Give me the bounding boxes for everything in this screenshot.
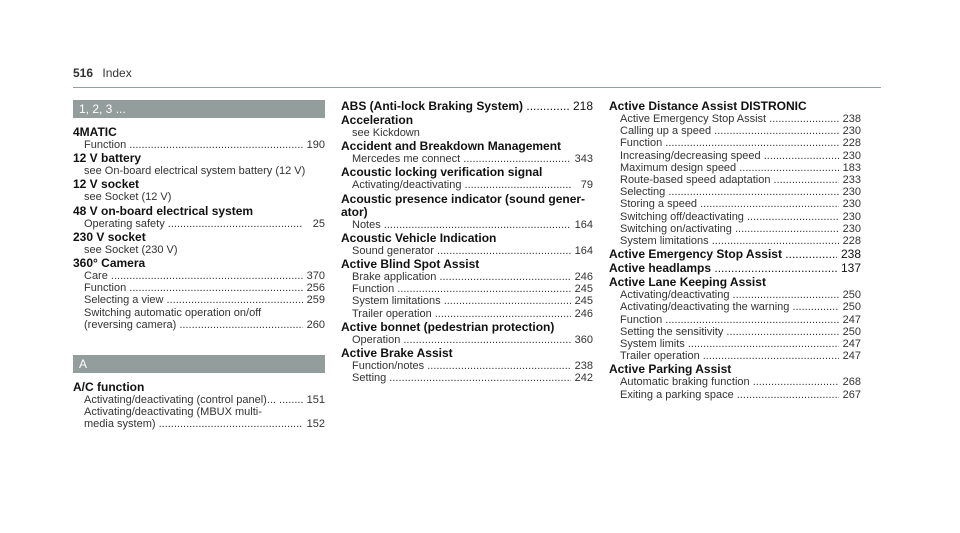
index-subentry <box>609 137 861 149</box>
index-subentry <box>609 162 861 174</box>
index-term <box>73 126 325 139</box>
index-subentry <box>609 113 861 125</box>
index-subentry-text: Route-based speed adaptation ..... <box>620 174 839 186</box>
index-subentry-text: Function ..... <box>84 139 303 151</box>
index-term <box>73 152 325 165</box>
index-subentry <box>609 223 861 235</box>
index-subentry-text: Function ..... <box>620 137 839 149</box>
index-subentry-text: media system) ..... <box>84 418 303 430</box>
index-subentry-text: Exiting a parking space ..... <box>620 389 839 401</box>
index-term <box>341 258 593 271</box>
index-term-text: Active Distance Assist DISTRONIC <box>609 100 807 113</box>
index-page-number: 152 <box>306 418 325 431</box>
index-subentry <box>73 319 325 331</box>
page-number: 516 <box>73 66 94 80</box>
index-page-number: 151 <box>306 394 325 407</box>
index-page-number: 218 <box>572 99 593 113</box>
index-subentry <box>609 350 861 362</box>
index-entry <box>609 262 861 275</box>
index-term-text: 12 V battery <box>73 152 142 166</box>
index-column-3 <box>609 100 861 402</box>
index-page-number: 268 <box>842 376 861 389</box>
index-term-text: Active Blind Spot Assist <box>341 258 480 272</box>
index-subentry-text: see On-board electrical system battery (12 V) <box>84 165 306 178</box>
index-entry <box>341 100 593 113</box>
index-subentry <box>609 314 861 326</box>
index-term-text: Active Brake Assist <box>341 347 453 361</box>
index-term-text: Acoustic presence indicator (sound gener-ator) <box>341 192 586 219</box>
index-subentry <box>609 301 861 313</box>
index-subentry <box>341 219 593 231</box>
index-entry <box>609 363 861 400</box>
index-entry <box>341 114 593 139</box>
index-page-number: 256 <box>306 282 325 295</box>
index-page-number: 242 <box>574 372 593 385</box>
section-heading: 1, 2, 3 ... <box>73 100 325 118</box>
index-subentry <box>73 244 325 256</box>
section-heading: A <box>73 355 325 373</box>
index-term <box>609 363 861 376</box>
index-entry <box>73 381 325 431</box>
index-subentry <box>609 376 861 388</box>
index-subentry-text: Sound generator ..... <box>352 245 571 257</box>
index-subentry <box>341 360 593 372</box>
index-subentry-text: Function ..... <box>84 282 303 294</box>
index-term-text: Active Emergency Stop Assist ..... <box>609 248 837 261</box>
index-subentry <box>609 150 861 162</box>
index-term-text: 360° Camera <box>73 257 146 271</box>
index-subentry <box>73 294 325 306</box>
index-page-number: 246 <box>574 271 593 284</box>
index-term-text: Acoustic locking verification signal <box>341 166 543 180</box>
index-term <box>73 231 325 244</box>
index-entry <box>73 231 325 256</box>
index-subentry-text: see Socket (230 V) <box>84 243 178 256</box>
index-subentry <box>609 186 861 198</box>
index-page-number: 164 <box>574 218 593 231</box>
index-page-number: 190 <box>306 139 325 151</box>
index-entry <box>341 193 593 231</box>
index-term <box>609 248 861 261</box>
index-page-number: 230 <box>842 210 861 223</box>
page-header <box>73 66 132 80</box>
index-term-text: 4MATIC <box>73 126 117 139</box>
index-subentry-text: Trailer operation ..... <box>352 308 571 320</box>
index-subentry-text: Switching off/deactivating ..... <box>620 211 839 223</box>
index-page-number: 233 <box>842 174 861 187</box>
index-subentry-text: Maximum design speed ..... <box>620 162 839 174</box>
index-term <box>341 140 593 153</box>
index-subentry <box>73 165 325 177</box>
index-page-number: 245 <box>574 283 593 296</box>
index-subentry-text: Increasing/decreasing speed ..... <box>620 150 839 162</box>
index-subentry-text: Selecting a view ..... <box>84 294 303 306</box>
index-entry <box>341 258 593 320</box>
index-subentry <box>609 235 861 247</box>
index-entry <box>341 321 593 346</box>
index-subentry-text: see Kickdown <box>352 127 420 139</box>
index-entry <box>609 100 861 247</box>
index-subentry-text: Trailer operation ..... <box>620 350 839 362</box>
index-page-number: 360 <box>574 333 593 346</box>
index-entry <box>341 166 593 191</box>
index-page-number: 230 <box>842 198 861 211</box>
index-term-text: Acceleration <box>341 114 414 127</box>
index-term <box>341 193 593 219</box>
page-header-title: Index <box>102 66 132 80</box>
index-term-text: Active bonnet (pedestrian protection) <box>341 320 555 334</box>
index-subentry-text: Setting the sensitivity ..... <box>620 326 839 338</box>
index-subentry-text: (reversing camera) ..... <box>84 319 303 331</box>
index-term-text: 48 V on-board electrical system <box>73 204 254 218</box>
index-term-text: 230 V socket <box>73 230 146 244</box>
index-term <box>341 321 593 334</box>
index-subentry <box>341 372 593 384</box>
index-term <box>341 232 593 245</box>
index-page-number: 230 <box>842 125 861 138</box>
index-subentry-text: System limits ..... <box>620 338 839 350</box>
index-subentry <box>341 153 593 165</box>
index-page-number: 230 <box>842 149 861 162</box>
index-page-number: 228 <box>842 137 861 150</box>
index-term-text: A/C function <box>73 381 145 395</box>
index-entry <box>341 232 593 257</box>
index-term <box>73 178 325 191</box>
index-entry <box>73 178 325 203</box>
index-entry <box>73 152 325 177</box>
index-subentry <box>73 139 325 151</box>
index-page-number: 238 <box>574 360 593 373</box>
index-subentry-text: Setting ..... <box>352 372 571 384</box>
index-column-2 <box>341 100 593 385</box>
index-subentry <box>73 282 325 294</box>
index-term <box>341 100 593 113</box>
index-entry <box>73 205 325 230</box>
index-subentry-text: Operation ..... <box>352 334 571 346</box>
index-page-number: 343 <box>574 153 593 166</box>
index-subentry-text: Activating/deactivating (MBUX multi- <box>84 406 262 419</box>
index-subentry-text: Automatic braking function ..... <box>620 376 839 388</box>
index-page-number: 250 <box>842 325 861 338</box>
index-subentry-text: Active Emergency Stop Assist ..... <box>620 113 839 125</box>
index-subentry <box>609 389 861 401</box>
index-page-number: 137 <box>840 261 861 276</box>
index-term-text: Acoustic Vehicle Indication <box>341 231 497 245</box>
index-subentry-text: System limitations ..... <box>620 235 839 247</box>
index-page-number: 230 <box>842 186 861 199</box>
index-page-number: 245 <box>574 295 593 308</box>
index-page-number: 183 <box>842 161 861 174</box>
index-subentry <box>73 270 325 282</box>
index-subentry <box>73 218 325 230</box>
index-subentry <box>73 418 325 430</box>
index-subentry-text: Brake application ..... <box>352 271 571 283</box>
index-subentry <box>341 179 593 191</box>
index-entry <box>73 126 325 151</box>
index-term <box>609 262 861 275</box>
index-subentry <box>341 295 593 307</box>
index-subentry <box>609 326 861 338</box>
index-entry <box>341 347 593 384</box>
index-page-number: 250 <box>842 301 861 314</box>
index-subentry <box>73 307 325 319</box>
index-term-text: Accident and Breakdown Management <box>341 140 562 154</box>
index-subentry <box>73 406 325 418</box>
index-subentry-text: Switching automatic operation on/off <box>84 306 262 319</box>
index-entry <box>609 276 861 362</box>
index-term <box>73 381 325 394</box>
index-page-number: 247 <box>842 350 861 363</box>
index-subentry <box>341 283 593 295</box>
index-entry <box>73 257 325 331</box>
index-column-1 <box>73 100 325 432</box>
index-page-number: 164 <box>574 244 593 257</box>
header-divider <box>73 87 881 88</box>
index-subentry-text: Function ..... <box>620 314 839 326</box>
index-subentry <box>609 174 861 186</box>
index-subentry-text: Activating/deactivating ..... <box>620 289 839 301</box>
index-term-text: Active headlamps ..... <box>609 262 837 275</box>
index-subentry <box>609 289 861 301</box>
index-subentry <box>73 394 325 406</box>
index-page-number: 260 <box>306 318 325 331</box>
index-subentry-text: Activating/deactivating (control panel)... ..... <box>84 394 303 406</box>
index-term <box>73 205 325 218</box>
index-subentry-text: Care ..... <box>84 270 303 282</box>
index-subentry-text: Selecting ..... <box>620 186 839 198</box>
index-subentry <box>341 308 593 320</box>
index-page-number: 228 <box>842 235 861 248</box>
index-page-number: 238 <box>840 247 861 262</box>
index-page-number: 230 <box>842 222 861 235</box>
index-subentry-text: System limitations ..... <box>352 295 571 307</box>
index-subentry-text: Activating/deactivating the warning ..... <box>620 301 839 313</box>
index-subentry <box>341 271 593 283</box>
index-term-text: Active Lane Keeping Assist <box>609 276 766 290</box>
index-subentry-text: Switching on/activating ..... <box>620 223 839 235</box>
index-term <box>609 276 861 289</box>
index-subentry-text: Operating safety ..... <box>84 218 303 230</box>
index-term <box>341 166 593 179</box>
index-subentry-text: Notes ..... <box>352 219 571 231</box>
index-term <box>73 257 325 270</box>
index-term-text: Active Parking Assist <box>609 363 732 377</box>
index-entry <box>609 248 861 261</box>
index-page-number: 238 <box>842 113 861 125</box>
index-page-number: 25 <box>312 217 325 230</box>
index-term-text: 12 V socket <box>73 178 140 192</box>
index-term <box>609 100 861 113</box>
index-subentry-text: Function ..... <box>352 283 571 295</box>
index-subentry <box>341 127 593 139</box>
index-term <box>341 347 593 360</box>
index-subentry-text: Activating/deactivating ..... <box>352 179 571 191</box>
index-page-number: 250 <box>842 289 861 302</box>
index-subentry <box>609 211 861 223</box>
index-subentry-text: see Socket (12 V) <box>84 191 172 204</box>
index-subentry <box>341 245 593 257</box>
index-page-number: 370 <box>306 270 325 283</box>
index-subentry <box>609 198 861 210</box>
index-subentry-text: Storing a speed ..... <box>620 198 839 210</box>
index-page-number: 246 <box>574 307 593 320</box>
index-page-number: 79 <box>580 179 593 192</box>
index-term <box>341 114 593 127</box>
index-subentry <box>609 125 861 137</box>
index-page-number: 267 <box>842 388 861 401</box>
index-subentry <box>341 334 593 346</box>
index-subentry <box>73 191 325 203</box>
index-page-number: 247 <box>842 338 861 351</box>
index-subentry <box>609 338 861 350</box>
index-page-number: 259 <box>306 294 325 307</box>
index-term-text: ABS (Anti-lock Braking System) ..... <box>341 100 569 113</box>
index-page-number: 247 <box>842 313 861 326</box>
index-subentry-text: Mercedes me connect ..... <box>352 153 571 165</box>
index-entry <box>341 140 593 165</box>
index-subentry-text: Calling up a speed ..... <box>620 125 839 137</box>
index-subentry-text: Function/notes ..... <box>352 360 571 372</box>
